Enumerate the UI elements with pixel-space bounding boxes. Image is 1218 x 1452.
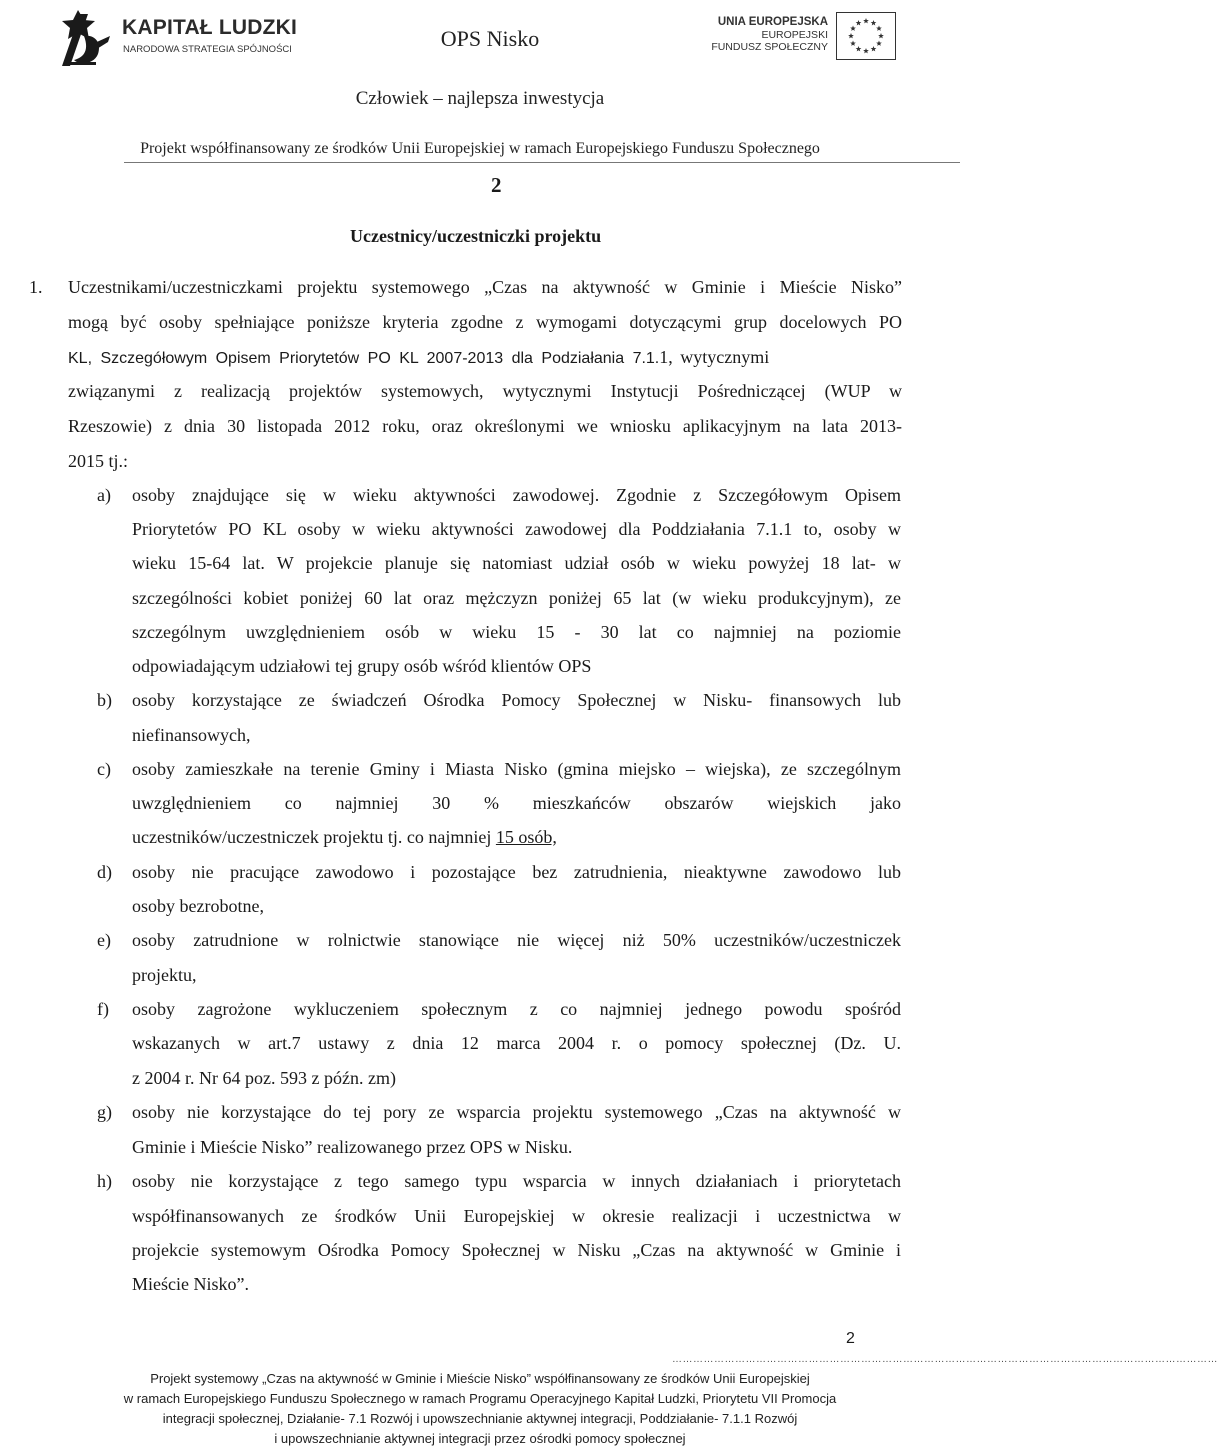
intro-line-1: Uczestnikami/uczestniczkami projektu systemowego „Czas na aktywność w Gminie i Mieście Nisko”	[68, 277, 902, 297]
item-e-line-1: osoby zatrudnione w rolnictwie stanowiące nie więcej niż 50% uczestników/uczestniczek	[132, 930, 901, 950]
eu-flag-icon	[836, 12, 896, 60]
item-c-label: c)	[97, 759, 111, 779]
item-a-line-6: odpowiadającym udziałowi tej grupy osób wśród klientów OPS	[132, 656, 592, 676]
item-a-line-4: szczególności kobiet poniżej 60 lat oraz mężczyzn poniżej 65 lat (w wieku produkcyjnym), ze	[132, 588, 901, 608]
item-d-label: d)	[97, 862, 112, 882]
item-d-line-1: osoby nie pracujące zawodowo i pozostające bez zatrudnienia, nieaktywne zawodowo lub	[132, 862, 901, 882]
item-a-line-3: wieku 15-64 lat. W projekcie planuje się natomiast udział osób w wieku powyżej 18 lat- w	[132, 553, 901, 573]
intro-line-2: mogą być osoby spełniające poniższe kryteria zgodne z wymogami dotyczącymi grup docelowych PO	[68, 312, 902, 332]
eu-logo-text	[700, 16, 828, 54]
footer-line-1: Projekt systemowy „Czas na aktywność w Gminie i Mieście Nisko” współfinansowany ze środków Unii Europejskiej	[150, 1371, 810, 1386]
item-g-line-1: osoby nie korzystające do tej pory ze wsparcia projektu systemowego „Czas na aktywność w	[132, 1102, 901, 1122]
item-a-line-2: Priorytetów PO KL osoby w wieku aktywności zawodowej dla Poddziałania 7.1.1 to, osoby w	[132, 519, 901, 539]
eu-line-2: EUROPEJSKI	[761, 28, 828, 41]
item-a-line-1: osoby znajdujące się w wieku aktywności zawodowej. Zgodnie z Szczegółowym Opisem	[132, 485, 901, 505]
item-e-line-2: projektu,	[132, 965, 197, 985]
item-a-label: a)	[97, 485, 111, 505]
cofinancing-line: Projekt współfinansowany ze środków Unii Europejskiej w ramach Europejskiego Funduszu Społecznego	[140, 140, 820, 157]
item-c-line-3-prefix: uczestników/uczestniczek projektu tj. co najmniej	[132, 827, 496, 847]
item-f-line-3: z 2004 r. Nr 64 poz. 593 z późn. zm)	[132, 1068, 396, 1088]
item-c-line-2: uwzględnieniem co najmniej 30 % mieszkańców obszarów wiejskich jako	[132, 793, 901, 813]
section-title: Uczestnicy/uczestniczki projektu	[350, 226, 602, 246]
footer-line-4: i upowszechnianie aktywnej integracji przez ośrodki pomocy społecznej	[274, 1431, 686, 1446]
item-h-line-3: projekcie systemowym Ośrodka Pomocy Społecznej w Nisku „Czas na aktywność w Gminie i	[132, 1240, 901, 1260]
item-f-line-2: wskazanych w art.7 ustawy z dnia 12 marca 2004 r. o pomocy społecznej (Dz. U.	[132, 1033, 901, 1053]
intro-number: 1.	[29, 277, 43, 297]
intro-line-3-sans: KL, Szczegółowym Opisem Priorytetów PO KL 2007-2013 dla Podziałania 7.1.	[68, 350, 660, 367]
kapital-ludzki-title: KAPITAŁ LUDZKI	[122, 16, 298, 39]
intro-line-4: związanymi z realizacją projektów systemowych, wytycznymi Instytucji Pośredniczącej (WUP w	[68, 381, 902, 401]
item-h-line-4: Mieście Nisko”.	[132, 1274, 249, 1294]
header-divider	[124, 162, 960, 163]
item-g-label: g)	[97, 1102, 112, 1122]
header-center-title: OPS Nisko	[440, 26, 540, 51]
footer-line-2: w ramach Europejskiego Funduszu Społecznego w ramach Programu Operacyjnego Kapitał Ludzki, Priorytetu VII Promocja	[123, 1391, 837, 1406]
intro-line-3	[68, 347, 902, 368]
item-g-line-2: Gminie i Mieście Nisko” realizowanego przez OPS w Nisku.	[132, 1137, 573, 1157]
page-number-bottom: 2	[846, 1330, 855, 1347]
eu-line-1: UNIA EUROPEJSKA	[717, 16, 828, 28]
item-b-label: b)	[97, 690, 112, 710]
eu-line-3: FUNDUSZ SPOŁECZNY	[711, 41, 828, 53]
item-f-label: f)	[97, 999, 109, 1019]
page-number-top: 2	[491, 173, 502, 197]
item-b-line-1: osoby korzystające ze świadczeń Ośrodka Pomocy Społecznej w Nisku- finansowych lub	[132, 690, 901, 710]
item-f-line-1: osoby zagrożone wykluczeniem społecznym z co najmniej jednego powodu spośród	[132, 999, 901, 1019]
item-h-line-2: współfinansowanych ze środków Unii Europejskiej w okresie realizacji i uczestnictwa w	[132, 1206, 901, 1226]
item-b-line-2: niefinansowych,	[132, 725, 251, 745]
intro-line-6: 2015 tj.:	[68, 451, 129, 471]
footer-line-3: integracji społecznej, Działanie- 7.1 Rozwój i upowszechnianie aktywnej integracji, Poddziałanie- 7.1.1 Rozwój	[162, 1411, 798, 1426]
motto: Człowiek – najlepsza inwestycja	[355, 88, 605, 109]
item-d-line-2: osoby bezrobotne,	[132, 896, 264, 916]
intro-line-3-rest: 1, wytycznymi	[659, 347, 770, 367]
item-c-line-3-underlined: 15 osób,	[495, 827, 557, 847]
item-h-line-1: osoby nie korzystające z tego samego typu wsparcia w innych działaniach i priorytetach	[132, 1171, 901, 1191]
item-c-line-3	[132, 827, 557, 848]
footer-dotted-line: …………………………………………………………………………………………………………………………………………	[672, 1354, 1218, 1365]
item-c-line-1: osoby zamieszkałe na terenie Gminy i Miasta Nisko (gmina miejsko – wiejska), ze szczególnym	[132, 759, 901, 779]
intro-line-5: Rzeszowie) z dnia 30 listopada 2012 roku, oraz określonymi we wniosku aplikacyjnym na lata 2013-	[68, 416, 902, 436]
kapital-ludzki-subtitle: NARODOWA STRATEGIA SPÓJNOŚCI	[123, 44, 292, 55]
item-e-label: e)	[97, 930, 111, 950]
item-a-line-5: szczególnym uwzględnieniem osób w wieku 15 - 30 lat co najmniej na poziomie	[132, 622, 901, 642]
item-h-label: h)	[97, 1171, 112, 1191]
